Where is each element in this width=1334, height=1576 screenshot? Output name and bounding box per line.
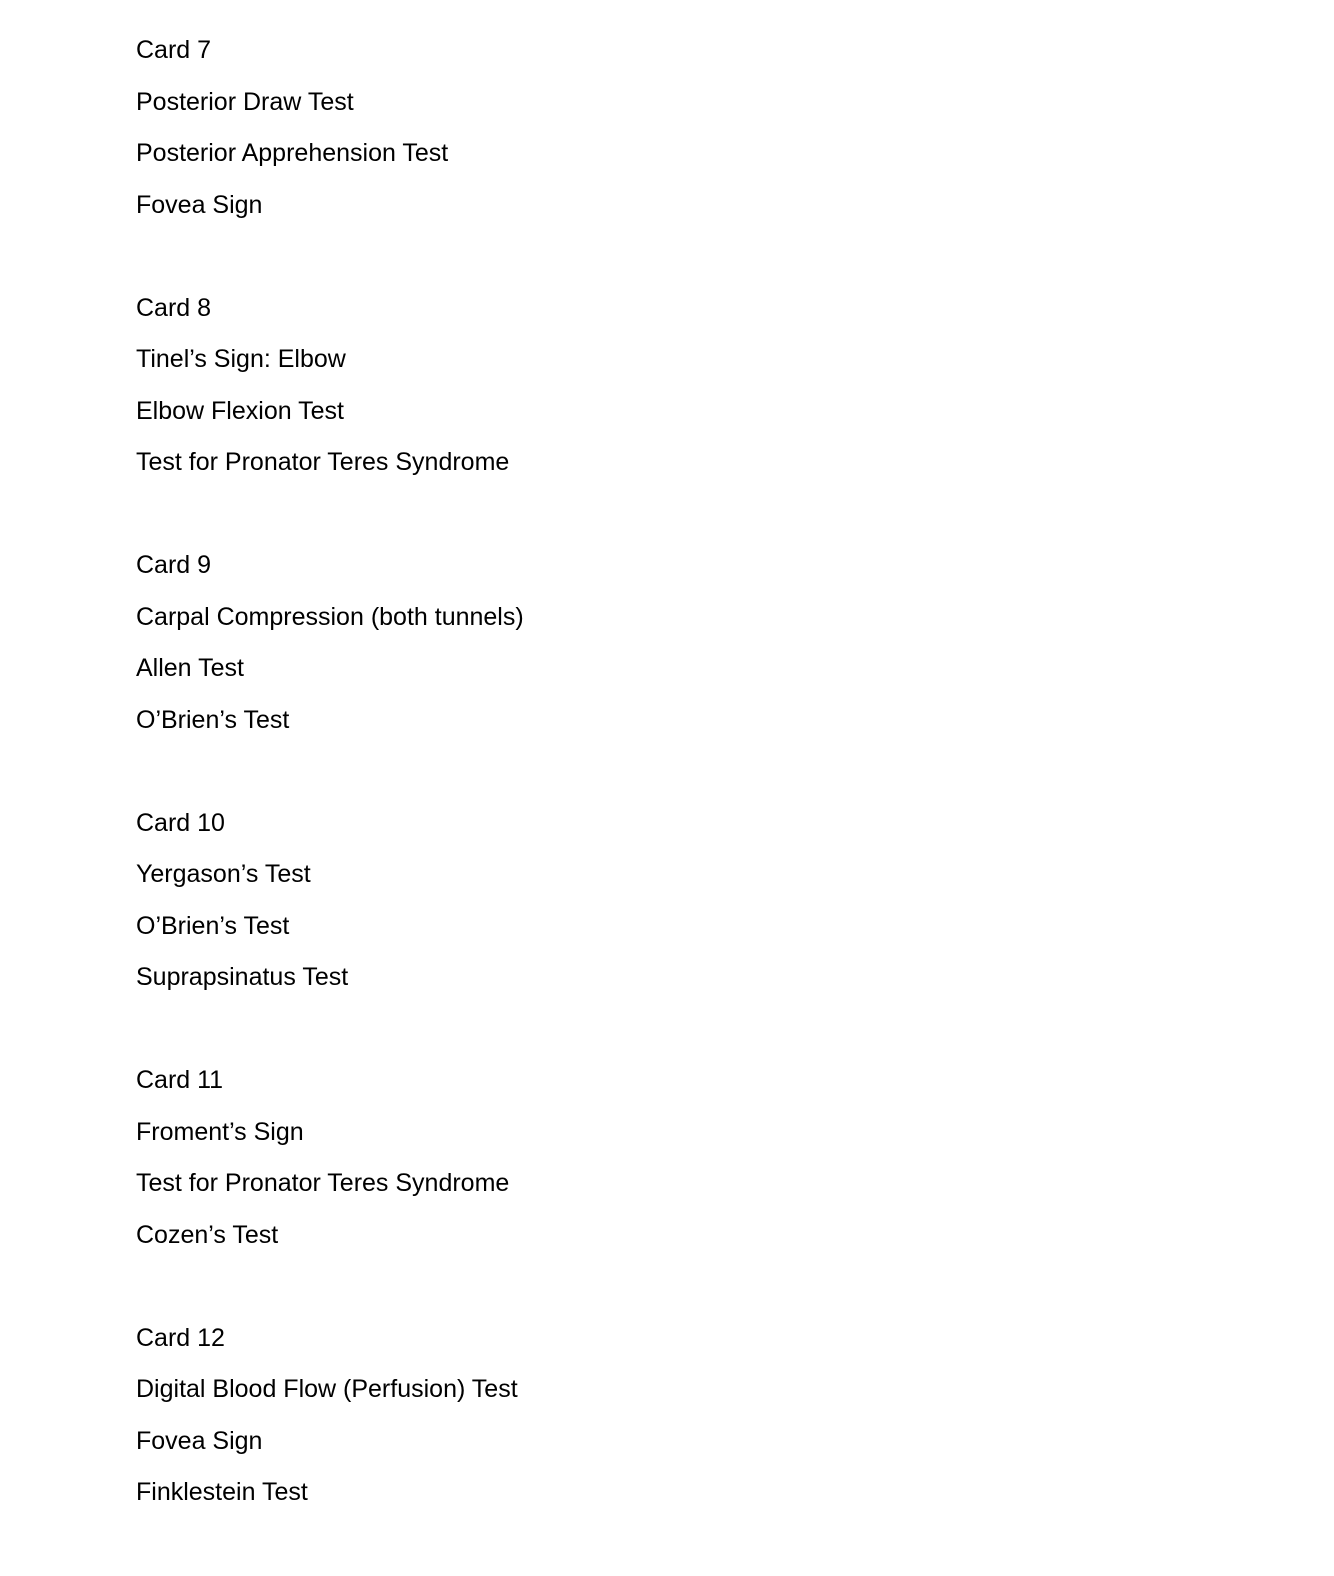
card-title: Card 7 [136, 36, 212, 64]
test-name: Finklestein Test [136, 1478, 308, 1507]
test-name: Posterior Apprehension Test [136, 139, 449, 167]
test-name: Froment’s Sign [136, 1117, 304, 1146]
test-name: O’Brien’s Test [136, 911, 290, 940]
card-block [136, 1318, 1236, 1576]
test-name: Digital Blood Flow (Perfusion) Test [136, 1375, 518, 1404]
test-name: Yergason’s Test [136, 860, 311, 889]
test-name: Suprapsinatus Test [136, 963, 349, 992]
card-title: Card 9 [136, 551, 212, 580]
card-block [136, 288, 1236, 546]
test-name: Allen Test [136, 654, 244, 683]
test-name: Test for Pronator Teres Syndrome [136, 448, 510, 477]
card-block [136, 545, 1236, 803]
test-name: Elbow Flexion Test [136, 396, 344, 425]
test-name: Fovea Sign [136, 1426, 263, 1455]
test-name: Carpal Compression (both tunnels) [136, 602, 524, 631]
card-title: Card 12 [136, 1323, 225, 1352]
test-name: Test for Pronator Teres Syndrome [136, 1169, 510, 1198]
card-title: Card 10 [136, 808, 225, 837]
test-name: Posterior Draw Test [136, 87, 354, 116]
test-name: O’Brien’s Test [136, 705, 290, 734]
test-name: Fovea Sign [136, 190, 263, 219]
test-name: Cozen’s Test [136, 1220, 279, 1249]
card-block [136, 30, 1236, 288]
card-block [136, 1060, 1236, 1318]
card-title: Card 11 [136, 1066, 224, 1095]
test-name: Tinel’s Sign: Elbow [136, 345, 346, 374]
document-page [136, 30, 1236, 1576]
card-block [136, 803, 1236, 1061]
card-title: Card 8 [136, 293, 212, 322]
